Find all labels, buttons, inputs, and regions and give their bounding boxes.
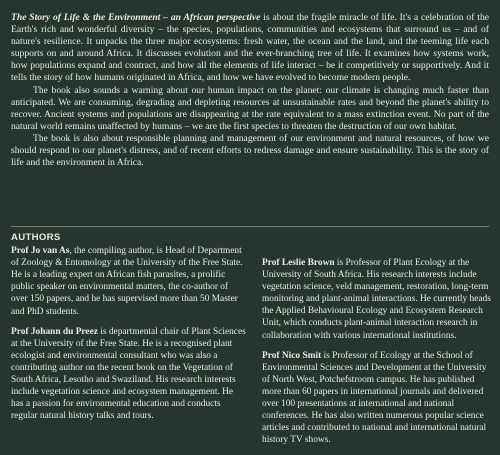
author-bio-text: , the compiling author, is Head of Department of Zoology & Entomology at the University of the Free State. He is a leading expert on African fish parasites, a prolific public speaker on environmental matters, the co-author of over 150 papers, and he has supervised more than 50 Master and PhD students. <box>11 246 243 317</box>
author-bio <box>262 350 492 447</box>
author-bio <box>11 326 247 423</box>
author-bio-text: is Professor of Ecology at the School of Environmental Sciences and Development at the University of North West, Potchefstroom campus. He has published more than 60 papers in international journals and delivered over 100 presentations at international and national conferences. He has also written numerous popular science articles and contributed to national and international natural history TV shows. <box>262 350 487 446</box>
author-name: Prof Jo van As <box>11 246 70 257</box>
description-paragraph-3: The book is also about responsible planning and management of our environment and natural resources, of how we should respond to our planet's distress, and of recent efforts to redress damage and ensure sustainability. This is the story of life and the environment in Africa. <box>11 132 489 169</box>
book-title: The Story of Life & the Environment – an African perspective <box>11 12 261 23</box>
author-name: Prof Leslie Brown <box>262 258 335 268</box>
section-divider <box>11 226 489 227</box>
author-bio <box>11 245 247 318</box>
author-bio <box>262 257 492 342</box>
description-paragraph-1-text: is about the fragile miracle of life. It's a celebration of the Earth's rich and wonderful diversity – the species, populations, communities and ecosystems that surround us – and of nature's resilience. It unpacks the three major ecosystems: fresh water, the ocean and the land, and the teeming life each supports on and around Africa. It discusses evolution and the ever-branching tree of life. It examines how systems work, how populations expand and contract, and how all the elements of life interact – be it competitively or supportively. And it tells the story of how humans originated in Africa, and how we have evolved to become modern people. <box>11 12 490 84</box>
authors-column-right <box>262 257 492 454</box>
authors-heading: AUTHORS <box>11 232 61 243</box>
author-name: Prof Johann du Preez <box>11 326 98 337</box>
description-paragraph-1 <box>11 12 489 85</box>
author-bio-text: is Professor of Plant Ecology at the University of South Africa. His research interests include vegetation science, veld management, restoration, long-term monitoring and plant-animal interactions. He currently heads the Applied Behavioural Ecology and Ecosystem Research Unit, which conducts plant-animal interaction research in collaboration with various international institutions. <box>262 258 491 341</box>
description-paragraph-2: The book also sounds a warning about our human impact on the planet: our climate is changing much faster than anticipated. We are consuming, degrading and depleting resources at unsustainable rates and beyond the planet's ability to recover. Ancient systems and populations are disappearing at the rate equivalent to a mass extinction event. No part of the natural world remains unaffected by humans – we are the first species to threaten the destruction of our own habitat. <box>11 84 489 132</box>
book-description <box>11 12 489 169</box>
author-bio-text: is departmental chair of Plant Sciences at the University of the Free State. He is a recognised plant ecologist and environmental consultant who was also a contributing author on the recent book on the Vegetation of South Africa, Lesotho and Swaziland. His research interests include vegetation science and ecosystem management. He has a passion for environmental education and conducts regular natural history talks and tours. <box>11 326 246 422</box>
author-name: Prof Nico Smit <box>262 350 322 361</box>
authors-column-left <box>11 232 247 430</box>
